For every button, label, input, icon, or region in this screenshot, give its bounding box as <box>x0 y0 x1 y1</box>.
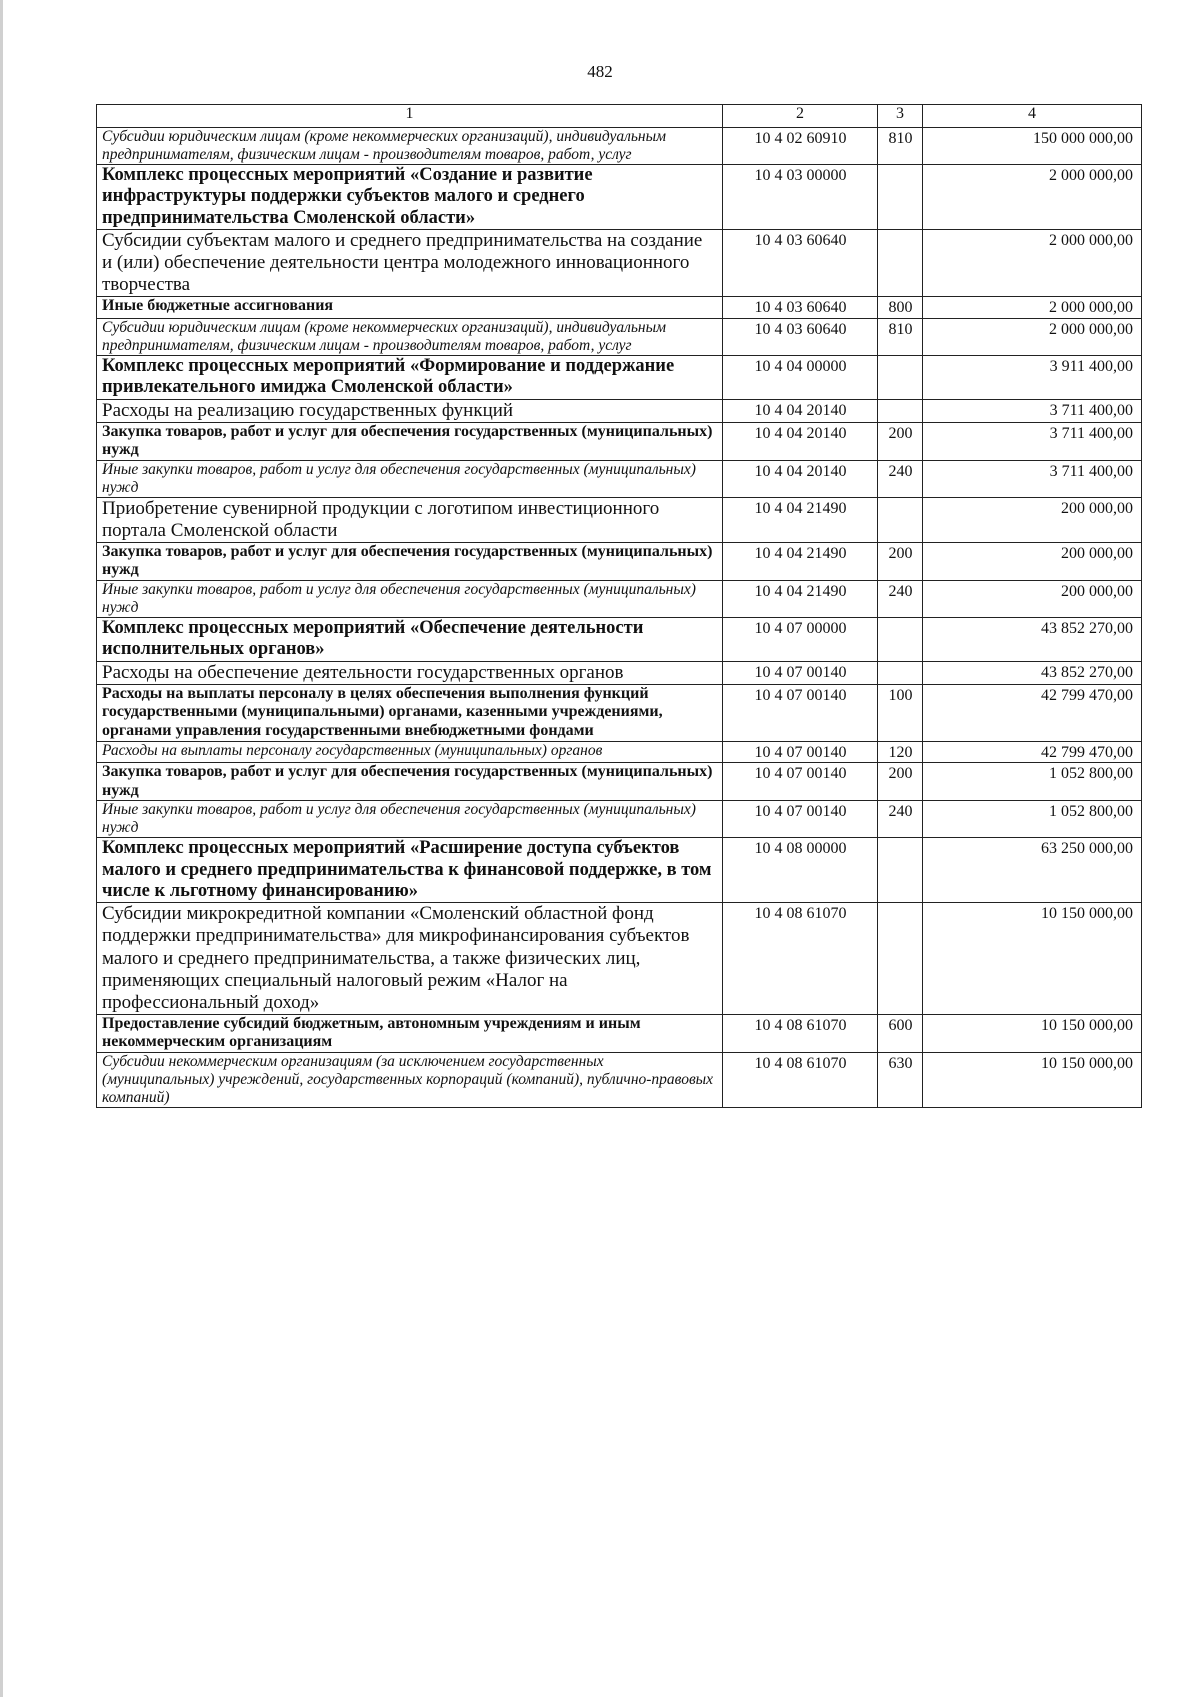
scan-edge <box>0 0 3 1697</box>
row-expense-type <box>878 399 923 422</box>
row-code: 10 4 04 00000 <box>723 355 878 399</box>
table-row <box>97 422 1142 460</box>
table-row <box>97 1052 1142 1107</box>
row-expense-type <box>878 497 923 542</box>
row-name: Комплекс процессных мероприятий «Создание и развитие инфраструктуры поддержки субъектов малого и среднего предпринимательства Смоленской области» <box>97 164 723 229</box>
row-expense-type: 800 <box>878 297 923 319</box>
row-amount: 10 150 000,00 <box>923 1014 1142 1052</box>
row-amount: 2 000 000,00 <box>923 318 1142 355</box>
row-amount: 200 000,00 <box>923 542 1142 580</box>
table-row <box>97 741 1142 763</box>
row-name: Субсидии некоммерческим организациям (за исключением государственных (муниципальных) учреждений, государственных корпораций (компаний), публично-правовых компаний) <box>97 1052 723 1107</box>
row-name: Предоставление субсидий бюджетным, автономным учреждениям и иным некоммерческим организациям <box>97 1014 723 1052</box>
row-amount: 200 000,00 <box>923 581 1142 618</box>
table-row <box>97 763 1142 801</box>
table-row <box>97 355 1142 399</box>
row-amount: 63 250 000,00 <box>923 838 1142 903</box>
row-amount: 42 799 470,00 <box>923 741 1142 763</box>
row-code: 10 4 07 00140 <box>723 801 878 838</box>
row-amount: 10 150 000,00 <box>923 1052 1142 1107</box>
table-row <box>97 497 1142 542</box>
row-code: 10 4 02 60910 <box>723 128 878 165</box>
row-name: Иные закупки товаров, работ и услуг для обеспечения государственных (муниципальных) нужд <box>97 801 723 838</box>
row-expense-type: 810 <box>878 318 923 355</box>
row-name: Расходы на выплаты персоналу государственных (муниципальных) органов <box>97 741 723 763</box>
row-name: Приобретение сувенирной продукции с логотипом инвестиционного портала Смоленской области <box>97 497 723 542</box>
row-amount: 43 852 270,00 <box>923 661 1142 684</box>
column-number: 4 <box>923 105 1142 128</box>
row-code: 10 4 03 60640 <box>723 297 878 319</box>
table-row <box>97 399 1142 422</box>
table-row <box>97 581 1142 618</box>
row-name: Субсидии микрокредитной компании «Смоленский областной фонд поддержки предпринимательства» для микрофинансирования субъектов малого и среднего предпринимательства, а также физических лиц, применяющих специальный налоговый режим «Налог на профессиональный доход» <box>97 903 723 1014</box>
row-expense-type: 120 <box>878 741 923 763</box>
row-code: 10 4 07 00140 <box>723 763 878 801</box>
row-name: Закупка товаров, работ и услуг для обеспечения государственных (муниципальных) нужд <box>97 422 723 460</box>
page-number: 482 <box>587 62 613 81</box>
budget-table <box>96 104 1142 1108</box>
row-amount: 1 052 800,00 <box>923 801 1142 838</box>
row-expense-type: 240 <box>878 460 923 497</box>
row-amount: 1 052 800,00 <box>923 763 1142 801</box>
table-row <box>97 542 1142 580</box>
row-expense-type: 240 <box>878 581 923 618</box>
table-row <box>97 164 1142 229</box>
row-expense-type: 240 <box>878 801 923 838</box>
row-expense-type: 600 <box>878 1014 923 1052</box>
row-expense-type <box>878 903 923 1014</box>
row-code: 10 4 03 60640 <box>723 318 878 355</box>
column-number: 3 <box>878 105 923 128</box>
row-amount: 10 150 000,00 <box>923 903 1142 1014</box>
row-code: 10 4 07 00140 <box>723 741 878 763</box>
table-row <box>97 1014 1142 1052</box>
row-expense-type <box>878 164 923 229</box>
row-code: 10 4 04 20140 <box>723 422 878 460</box>
row-amount: 200 000,00 <box>923 497 1142 542</box>
table-row <box>97 460 1142 497</box>
row-code: 10 4 08 61070 <box>723 1052 878 1107</box>
row-amount: 3 711 400,00 <box>923 422 1142 460</box>
row-name: Субсидии юридическим лицам (кроме некоммерческих организаций), индивидуальным предпринимателям, физическим лицам - производителям товаров, работ, услуг <box>97 318 723 355</box>
table-row <box>97 903 1142 1014</box>
row-name: Иные закупки товаров, работ и услуг для обеспечения государственных (муниципальных) нужд <box>97 581 723 618</box>
row-name: Расходы на реализацию государственных функций <box>97 399 723 422</box>
row-expense-type <box>878 230 923 297</box>
row-amount: 42 799 470,00 <box>923 684 1142 741</box>
row-name: Расходы на обеспечение деятельности государственных органов <box>97 661 723 684</box>
row-code: 10 4 07 00140 <box>723 684 878 741</box>
table-row <box>97 838 1142 903</box>
row-expense-type: 200 <box>878 763 923 801</box>
column-number-row <box>97 105 1142 128</box>
table-row <box>97 661 1142 684</box>
row-amount: 2 000 000,00 <box>923 230 1142 297</box>
row-expense-type <box>878 355 923 399</box>
row-name: Субсидии юридическим лицам (кроме некоммерческих организаций), индивидуальным предпринимателям, физическим лицам - производителям товаров, работ, услуг <box>97 128 723 165</box>
table-row <box>97 128 1142 165</box>
row-amount: 2 000 000,00 <box>923 164 1142 229</box>
row-name: Иные бюджетные ассигнования <box>97 297 723 319</box>
table-row <box>97 230 1142 297</box>
row-amount: 43 852 270,00 <box>923 617 1142 661</box>
row-code: 10 4 03 60640 <box>723 230 878 297</box>
row-code: 10 4 08 61070 <box>723 903 878 1014</box>
row-expense-type: 100 <box>878 684 923 741</box>
row-name: Иные закупки товаров, работ и услуг для обеспечения государственных (муниципальных) нужд <box>97 460 723 497</box>
row-amount: 3 711 400,00 <box>923 460 1142 497</box>
row-name: Комплекс процессных мероприятий «Формирование и поддержание привлекательного имиджа Смоленской области» <box>97 355 723 399</box>
row-expense-type: 200 <box>878 422 923 460</box>
row-name: Комплекс процессных мероприятий «Расширение доступа субъектов малого и среднего предпринимательства к финансовой поддержке, в том числе к льготному финансированию» <box>97 838 723 903</box>
row-code: 10 4 04 20140 <box>723 460 878 497</box>
row-name: Расходы на выплаты персоналу в целях обеспечения выполнения функций государственными (муниципальными) органами, казенными учреждениями, органами управления государственными внебюджетными фондами <box>97 684 723 741</box>
table-body <box>97 128 1142 1108</box>
row-expense-type <box>878 617 923 661</box>
table-row <box>97 617 1142 661</box>
row-expense-type <box>878 838 923 903</box>
row-amount: 3 711 400,00 <box>923 399 1142 422</box>
row-expense-type: 810 <box>878 128 923 165</box>
row-code: 10 4 04 21490 <box>723 581 878 618</box>
row-name: Субсидии субъектам малого и среднего предпринимательства на создание и (или) обеспечение деятельности центра молодежного инновационного творчества <box>97 230 723 297</box>
table-row <box>97 297 1142 319</box>
table-row <box>97 318 1142 355</box>
row-code: 10 4 08 61070 <box>723 1014 878 1052</box>
row-name: Закупка товаров, работ и услуг для обеспечения государственных (муниципальных) нужд <box>97 542 723 580</box>
row-code: 10 4 07 00000 <box>723 617 878 661</box>
row-expense-type: 200 <box>878 542 923 580</box>
row-name: Комплекс процессных мероприятий «Обеспечение деятельности исполнительных органов» <box>97 617 723 661</box>
row-amount: 3 911 400,00 <box>923 355 1142 399</box>
row-expense-type: 630 <box>878 1052 923 1107</box>
row-code: 10 4 04 21490 <box>723 497 878 542</box>
table-row <box>97 801 1142 838</box>
row-amount: 2 000 000,00 <box>923 297 1142 319</box>
table-row <box>97 684 1142 741</box>
row-expense-type <box>878 661 923 684</box>
row-code: 10 4 04 21490 <box>723 542 878 580</box>
row-name: Закупка товаров, работ и услуг для обеспечения государственных (муниципальных) нужд <box>97 763 723 801</box>
row-code: 10 4 03 00000 <box>723 164 878 229</box>
row-code: 10 4 04 20140 <box>723 399 878 422</box>
row-code: 10 4 07 00140 <box>723 661 878 684</box>
row-amount: 150 000 000,00 <box>923 128 1142 165</box>
column-number: 1 <box>97 105 723 128</box>
column-number: 2 <box>723 105 878 128</box>
row-code: 10 4 08 00000 <box>723 838 878 903</box>
